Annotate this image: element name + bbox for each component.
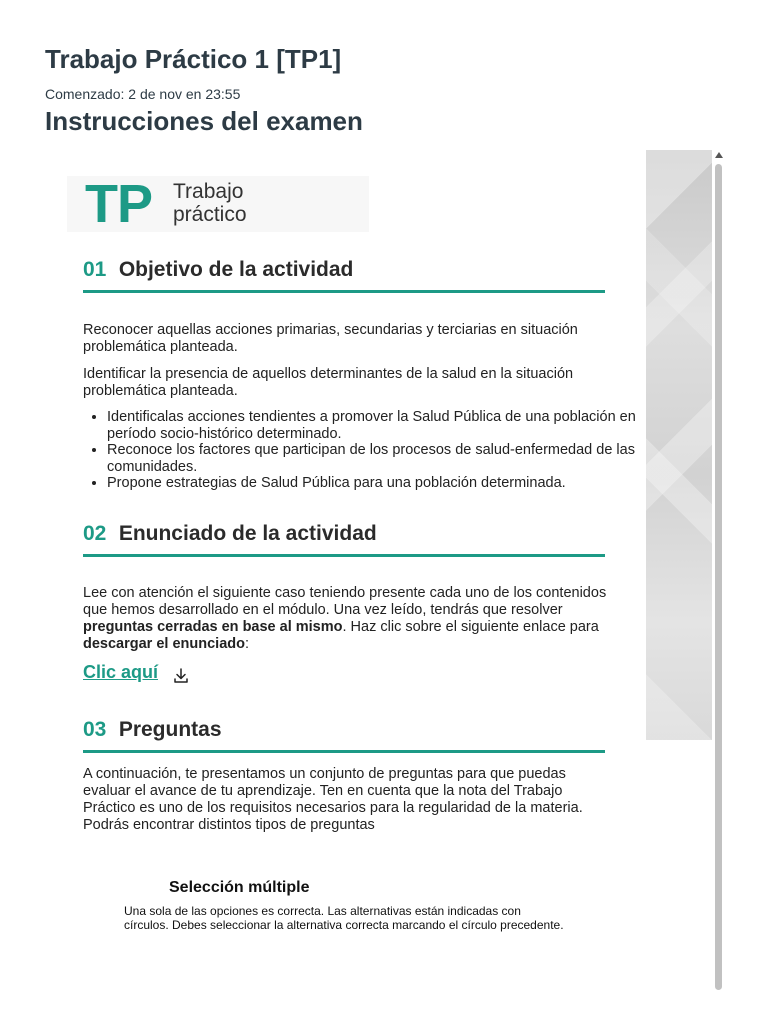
objective-paragraph-2: Identificar la presencia de aquellos determinantes de la salud en la situación problemática planteada. <box>83 366 574 399</box>
statement-paragraph <box>83 585 613 653</box>
statement-bold-text: preguntas cerradas en base al mismo <box>83 619 343 635</box>
instructions-frame[interactable] <box>45 150 725 992</box>
statement-bold-text: descargar el enunciado <box>83 636 245 652</box>
decorative-side-image <box>646 150 712 740</box>
tp-logo-word <box>173 180 247 226</box>
tp-logo <box>67 176 369 232</box>
frame-scrollbar[interactable] <box>712 150 725 992</box>
scroll-up-arrow-icon[interactable] <box>715 152 723 158</box>
section-number: 01 <box>83 258 107 281</box>
download-statement-link[interactable]: Clic aquí <box>83 662 159 682</box>
section-title: Preguntas <box>118 718 222 741</box>
section-number: 02 <box>83 522 107 545</box>
scroll-thumb[interactable] <box>715 164 722 990</box>
section-statement-heading <box>83 522 605 557</box>
question-type-title: Selección múltiple <box>169 879 310 896</box>
instructions-heading: Instrucciones del examen <box>45 106 363 136</box>
tp-logo-letters: TP <box>85 174 153 234</box>
section-title: Enunciado de la actividad <box>118 522 377 545</box>
quiz-title: Trabajo Práctico 1 [TP1] <box>45 44 342 74</box>
tp-logo-word-line1: Trabajo <box>173 180 244 203</box>
statement-text: . Haz clic sobre el siguiente enlace para <box>342 619 599 635</box>
download-icon[interactable] <box>173 666 189 684</box>
section-title: Objetivo de la actividad <box>118 258 354 281</box>
quiz-started-timestamp: Comenzado: 2 de nov en 23:55 <box>45 86 241 102</box>
list-item: • Propone estrategias de Salud Pública para una población determinada. <box>107 475 647 492</box>
tp-logo-word-line2: práctico <box>173 203 247 226</box>
list-item: • Identificalas acciones tendientes a promover la Salud Pública de una población en período socio-histórico determinado. <box>107 409 647 442</box>
statement-text: Lee con atención el siguiente caso teniendo presente cada uno de los contenidos que hemos desarrollado en el módulo. Una vez leído, tendrás que resolver <box>83 585 607 618</box>
section-objective-heading <box>83 258 605 293</box>
question-type-description: Una sola de las opciones es correcta. Las alternativas están indicadas con círculos. Debes seleccionar la alternativa correcta marcando el círculo precedente. <box>124 904 564 932</box>
statement-text: : <box>244 636 250 652</box>
questions-paragraph: A continuación, te presentamos un conjunto de preguntas para que puedas evaluar el avance de tu aprendizaje. Ten en cuenta que la nota del Trabajo Práctico es uno de los requisitos necesarios para la regularidad de la materia. Podrás encontrar distintos tipos de preguntas <box>83 766 583 833</box>
list-item: • Reconoce los factores que participan de los procesos de salud-enfermedad de las comunidades. <box>107 442 647 475</box>
section-number: 03 <box>83 718 107 741</box>
objective-bullet-list <box>83 409 647 492</box>
section-questions-heading <box>83 718 605 753</box>
objective-paragraph-1: Reconocer aquellas acciones primarias, secundarias y terciarias en situación problemática planteada. <box>83 322 578 355</box>
